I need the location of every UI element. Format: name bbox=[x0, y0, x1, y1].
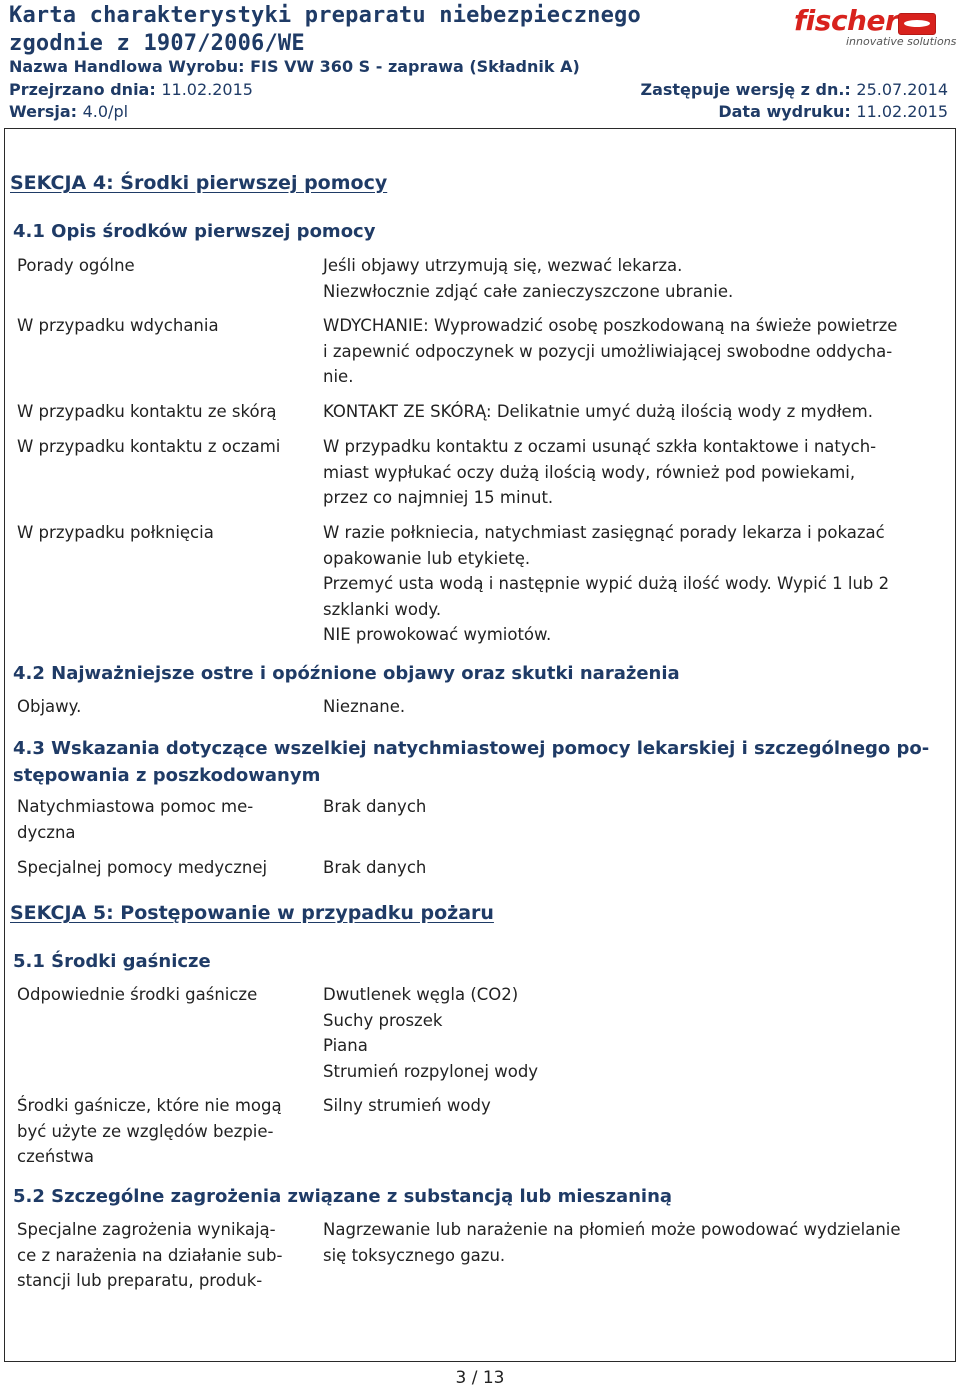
document-title-regulation: zgodnie z 1907/2006/WE bbox=[9, 31, 305, 56]
text-line: ce z narażenia na działanie sub- bbox=[17, 1245, 283, 1265]
text-line: Specjalnej pomocy medycznej bbox=[17, 858, 268, 877]
first-aid-value bbox=[323, 253, 938, 304]
heading-line: stępowania z poszkodowanym bbox=[13, 765, 321, 786]
text-line: W przypadku kontaktu z oczami usunąć szkła kontaktowe i natych- bbox=[323, 437, 877, 456]
special-hazards-value bbox=[323, 1217, 938, 1268]
unsuitable-media-value bbox=[323, 1093, 938, 1119]
text-line: KONTAKT ZE SKÓRĄ: Delikatnie umyć dużą ilością wody z mydłem. bbox=[323, 402, 874, 421]
special-treatment-label bbox=[17, 855, 267, 881]
special-treatment-value: Brak danych bbox=[323, 858, 427, 877]
text-line: i zapewnić odpoczynek w pozycji umożliwiającej swobodne oddycha- bbox=[323, 341, 893, 361]
version-value: 4.0/pl bbox=[82, 102, 129, 121]
subsection-5-1-title: 5.1 Środki gaśnicze bbox=[13, 951, 211, 972]
logo-badge-icon bbox=[898, 13, 936, 35]
first-aid-value bbox=[323, 313, 938, 390]
version-label: Wersja: bbox=[9, 102, 78, 121]
text-line: miast wypłukać oczy dużą ilością wody, również pod powiekami, bbox=[323, 462, 856, 482]
subsection-4-3-title bbox=[13, 735, 933, 789]
unsuitable-media-label bbox=[17, 1093, 282, 1170]
text-line: czeństwa bbox=[17, 1147, 95, 1166]
text-line: przez co najmniej 15 minut. bbox=[323, 488, 554, 507]
text-line: Strumień rozpylonej wody bbox=[323, 1061, 539, 1081]
medical-help-value: Brak danych bbox=[323, 797, 427, 816]
text-line: Środki gaśnicze, które nie mogą bbox=[17, 1096, 282, 1115]
revised-date-value: 11.02.2015 bbox=[161, 80, 253, 99]
text-line: Suchy proszek bbox=[323, 1010, 443, 1030]
document-header bbox=[9, 0, 957, 128]
text-line: NIE prowokować wymiotów. bbox=[323, 625, 552, 644]
first-aid-label: W przypadku połknięcia bbox=[17, 523, 214, 542]
text-line: Silny strumień wody bbox=[323, 1096, 491, 1115]
first-aid-value bbox=[323, 399, 938, 425]
first-aid-label: W przypadku kontaktu ze skórą bbox=[17, 402, 277, 421]
text-line: nie. bbox=[323, 367, 354, 386]
first-aid-label: Porady ogólne bbox=[17, 256, 135, 275]
version-line bbox=[9, 102, 128, 121]
text-line: Niezwłocznie zdjąć całe zanieczyszczone ubranie. bbox=[323, 281, 734, 301]
replaces-version-line bbox=[640, 80, 948, 99]
print-date-value: 11.02.2015 bbox=[856, 102, 948, 121]
text-line: Przemyć usta wodą i następnie wypić dużą ilość wody. Wypić 1 lub 2 bbox=[323, 574, 890, 593]
first-aid-label: W przypadku wdychania bbox=[17, 316, 219, 335]
product-name-label: Nazwa Handlowa Wyrobu: bbox=[9, 57, 245, 76]
text-line: W razie połkniecia, natychmiast zasięgnąć porady lekarza i pokazać bbox=[323, 523, 885, 542]
product-name-line bbox=[9, 57, 580, 76]
text-line: opakowanie lub etykietę. bbox=[323, 548, 531, 568]
first-aid-value bbox=[323, 434, 938, 511]
heading-line: 4.3 Wskazania dotyczące wszelkiej natychmiastowej pomocy lekarskiej i szczególnego po- bbox=[13, 738, 930, 759]
text-line: stancji lub preparatu, produk- bbox=[17, 1271, 263, 1290]
text-line: Dwutlenek węgla (CO2) bbox=[323, 985, 519, 1004]
product-name-value: FIS VW 360 S - zaprawa (Składnik A) bbox=[250, 57, 580, 76]
section-4-title: SEKCJA 4: Środki pierwszej pomocy bbox=[10, 172, 388, 194]
section-5-title: SEKCJA 5: Postępowanie w przypadku pożaru bbox=[10, 902, 494, 924]
special-hazards-label bbox=[17, 1217, 282, 1294]
text-line: szklanki wody. bbox=[323, 599, 442, 619]
replaces-version-value: 25.07.2014 bbox=[856, 80, 948, 99]
first-aid-label: W przypadku kontaktu z oczami bbox=[17, 437, 281, 456]
text-line: Specjalne zagrożenia wynikają- bbox=[17, 1220, 276, 1239]
replaces-version-label: Zastępuje wersję z dn.: bbox=[640, 80, 851, 99]
suitable-media-value bbox=[323, 982, 938, 1084]
medical-help-label bbox=[17, 794, 253, 845]
print-date-line bbox=[718, 102, 948, 121]
symptoms-value: Nieznane. bbox=[323, 697, 406, 716]
fischer-logo bbox=[794, 4, 957, 48]
revised-date-label: Przejrzano dnia: bbox=[9, 80, 156, 99]
logo-wordmark: fischer bbox=[794, 4, 899, 37]
first-aid-value bbox=[323, 520, 938, 648]
print-date-label: Data wydruku: bbox=[718, 102, 851, 121]
subsection-4-1-title: 4.1 Opis środków pierwszej pomocy bbox=[13, 221, 376, 242]
text-line: Jeśli objawy utrzymują się, wezwać lekarza. bbox=[323, 256, 683, 275]
subsection-4-2-title: 4.2 Najważniejsze ostre i opóźnione objawy oraz skutki narażenia bbox=[13, 663, 680, 684]
text-line: dyczna bbox=[17, 822, 76, 842]
text-line: się toksycznego gazu. bbox=[323, 1245, 506, 1265]
suitable-media-label bbox=[17, 982, 257, 1008]
text-line: Piana bbox=[323, 1036, 368, 1055]
subsection-5-2-title: 5.2 Szczególne zagrożenia związane z substancją lub mieszaniną bbox=[13, 1186, 673, 1207]
document-title: Karta charakterystyki preparatu niebezpiecznego bbox=[9, 3, 641, 28]
text-line: Natychmiastowa pomoc me- bbox=[17, 797, 254, 816]
symptoms-label: Objawy. bbox=[17, 697, 82, 716]
text-line: być użyte ze względów bezpie- bbox=[17, 1121, 274, 1141]
logo-tagline: innovative solutions bbox=[846, 35, 957, 48]
revised-date-line bbox=[9, 80, 253, 99]
text-line: WDYCHANIE: Wyprowadzić osobę poszkodowaną na świeże powietrze bbox=[323, 316, 898, 335]
text-line: Odpowiednie środki gaśnicze bbox=[17, 985, 258, 1004]
page-number: 3 / 13 bbox=[455, 1368, 505, 1388]
text-line: Nagrzewanie lub narażenie na płomień może powodować wydzielanie bbox=[323, 1220, 901, 1239]
